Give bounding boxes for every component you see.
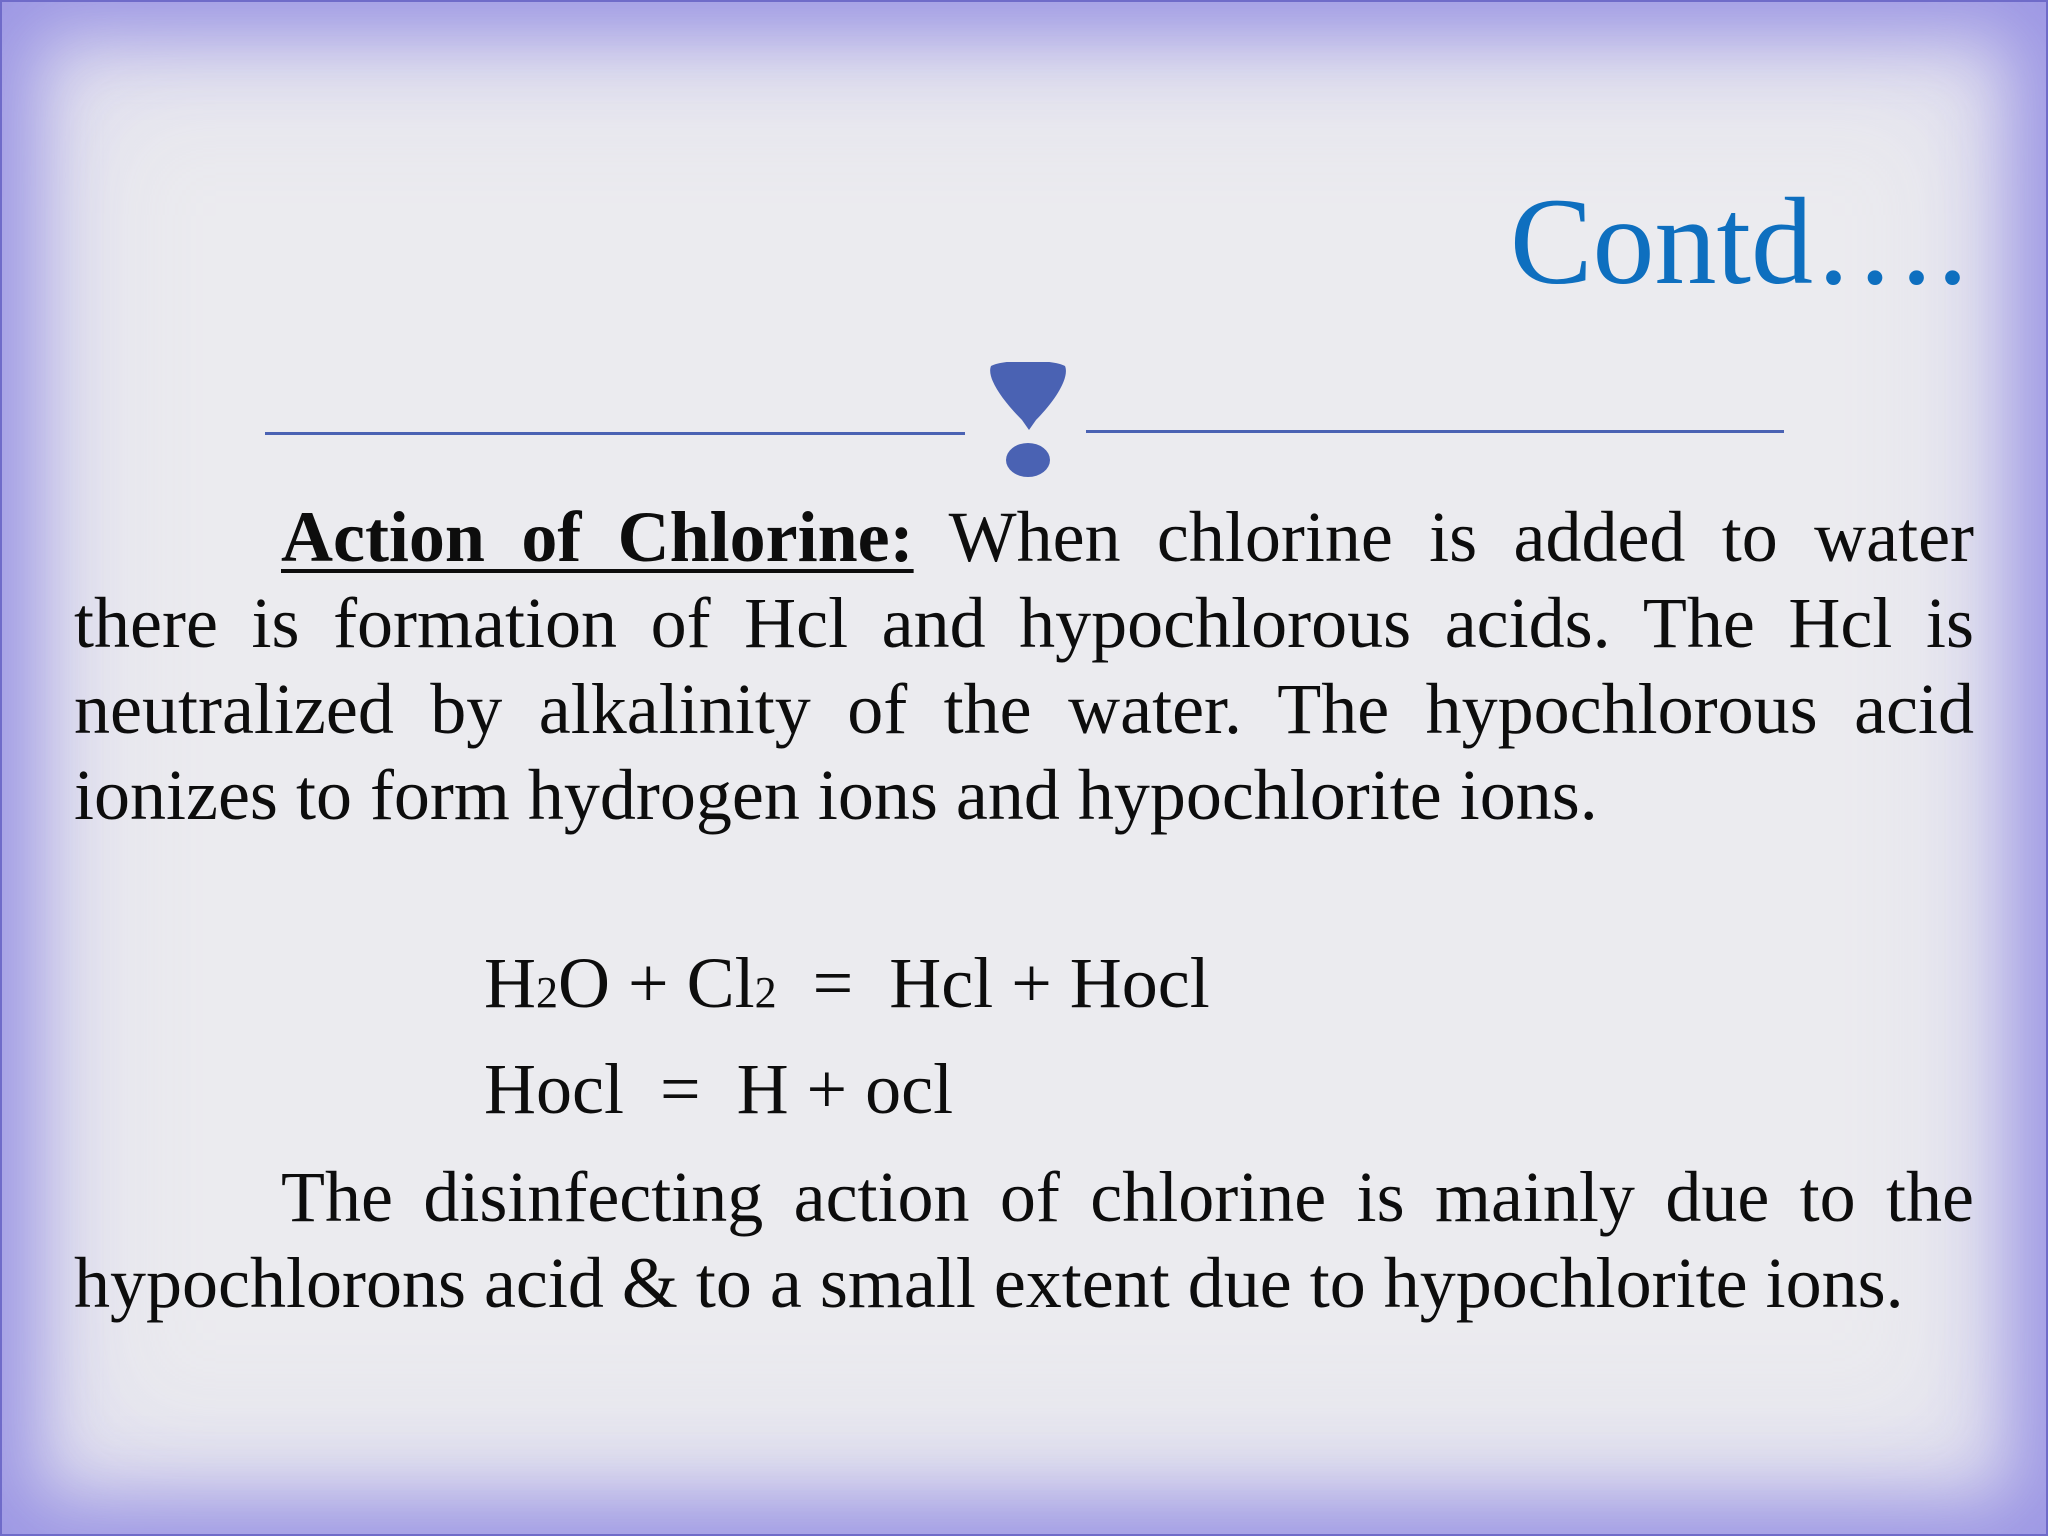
slide-title: Contd…. <box>1509 173 1968 310</box>
paragraph-heading: Action of Chlorine: <box>281 497 914 577</box>
drop-ornament-icon <box>988 362 1068 482</box>
subscript: 2 <box>536 968 558 1017</box>
equation-hypochlorous-ionization: Hocl = H + ocl <box>484 1049 954 1129</box>
divider-line-right <box>1086 430 1784 433</box>
subscript: 2 <box>754 968 777 1017</box>
title-divider-ornament <box>2 362 2048 482</box>
paragraph-body: When chlorine is added to water there is formation of Hcl and hypochlorous acids. The Hcl is neutralized by alkalinity of the water. The hypochlorous acid ionizes to form hydrogen ions and hypochlorite ions. <box>74 497 1975 835</box>
divider-line-left <box>265 432 965 435</box>
paragraph-disinfecting-action: The disinfecting action of chlorine is mainly due to the hypochlorons acid & to a small extent due to hypochlorite ions. <box>74 1157 1974 1323</box>
equation-chlorine-hydrolysis: H2O + Cl2 = Hcl + Hocl <box>484 943 1210 1023</box>
paragraph-action-of-chlorine <box>74 494 1974 838</box>
